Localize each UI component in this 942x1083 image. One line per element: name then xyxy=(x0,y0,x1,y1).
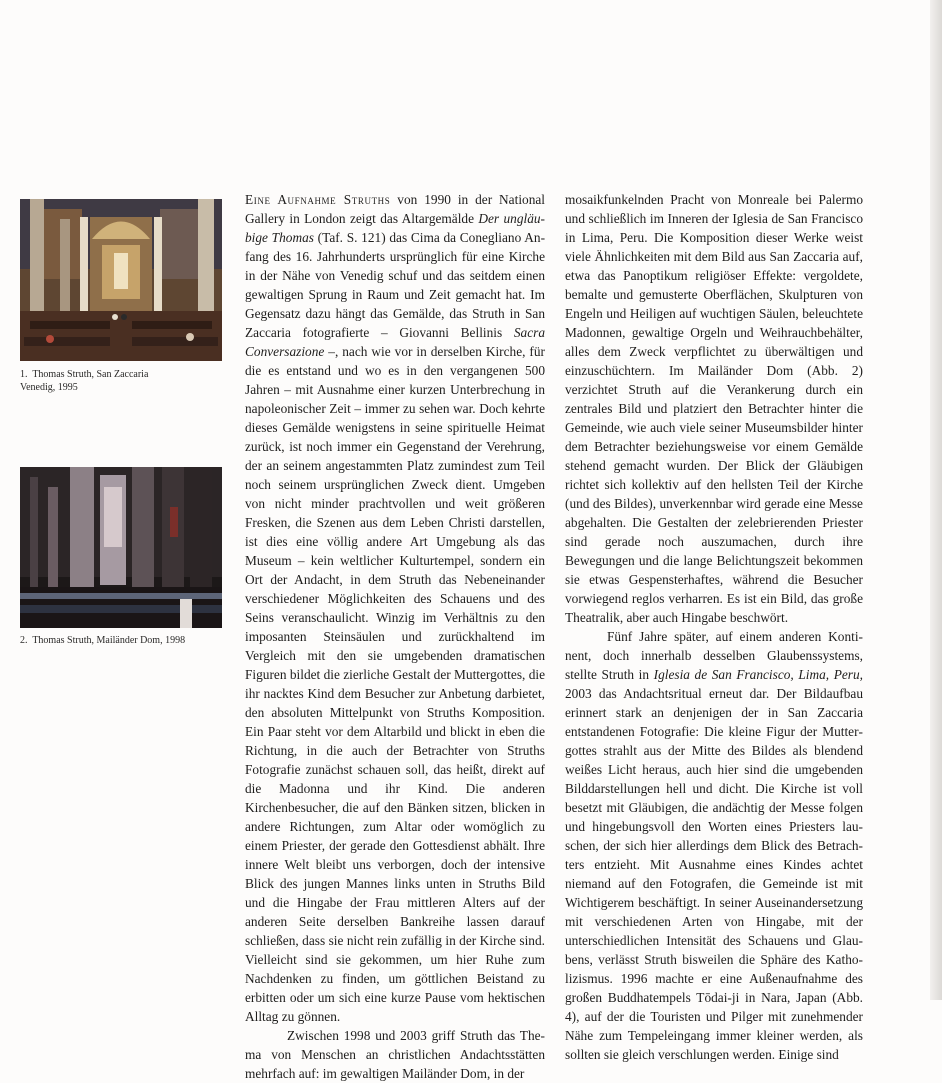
figure-2-caption xyxy=(20,634,230,647)
caption-place-year: Venedig, 1995 xyxy=(20,382,78,393)
paragraph: Eine Aufnahme Struths von 1990 in der National Gallery in London zeigt das Altargemälde Der ungläubige Thomas (Taf. S. 121) das Cima da Conegliano Anfang des 16. Jahrhunderts ursprünglich für eine Kirche in der Nähe von Venedig schuf und das seitdem einen gewaltigen Sprung in Raum und Zeit gemacht hat. Im Gegensatz dazu hängt das Gemälde, das Struth in San Zaccaria fotografierte – Giovanni Bellinis Sacra Conversazione –, nach wie vor in derselben Kirche, für die es entstand und wo es in den vergangenen 500 Jahren – mit Ausnahme einer kurzen Unterbrechung in napoleonischer Zeit – immer zu sehen war. Doch kehrte dieses Gemälde wenigstens in seine spirituelle Heimat zurück, ist noch immer ein Gegenstand der Verehrung, der an seinem angestammten Platz zumindest zum Teil noch seinem ursprünglichen Zweck dient. Umgeben von nicht minder prachtvollen und weit größeren Fresken, die Szenen aus dem Leben Christi darstellen, ist dies eine völlig andere Art Umgebung als das Museum – kein weltlicher Kulturtempel, sondern ein Ort der Andacht, in dem Struth das Nebeneinander verschiedener Möglichkeiten des Schauens und des Seins veranschaulicht. Winzig im Verhältnis zu den imposanten Steinsäulen und zurückhaltend im Vergleich mit den sie umgebenden dramatischen Figuren bildet die zierliche Gestalt der Muttergottes, die ihr nacktes Kind dem Besucher zur Anbetung darbietet, den absoluten Mittelpunkt von Struths Komposition. Ein Paar steht vor dem Altarbild und blickt in eben die Richtung, in die auch der Betrachter von Struths Fotografie zunächst schauen soll, das heißt, direkt auf die Madonna und ihr Kind. Die anderen Kirchenbesucher, die auf den Bänken sitzen, blicken in andere Richtungen, zum Altar oder womöglich zu einem Priester, der gerade den Gottesdienst abhält. Ihre innere Welt bleibt uns verborgen, doch der intensive Blick des jungen Mannes links unten in Struths Bild und die Hingabe der Frau mittleren Alters auf der anderen Seite derselben Bankreihe lassen darauf schließen, dass sie nicht rein zufällig in der Kirche sind. Vielleicht sind sie gekommen, um hier Ruhe zum Nachdenken zu finden, um göttlichen Beistand zu erbitten oder um sich eine kurze Pause vom hektischen Alltag zu gönnen. xyxy=(245,192,546,1024)
text-column-1 xyxy=(245,190,545,1083)
paragraph: Fünf Jahre später, auf einem anderen Kontinent, doch innerhalb desselben Glaubenssystems, stellte Struth in Iglesia de San Francisco, Lima, Peru, 2003 das Andachtsritual erneut dar. Der Bildaufbau erinnert stark an denjenigen der in San Zaccaria entstandenen Fotografie: Die kleine Figur der Muttergottes strahlt aus der Mitte des Bildes als blendend weißes Licht heraus, auch hier sind die umgebenden Bilddarstellungen hell und dicht. Die Kirche ist voll besetzt mit Gläubigen, die andächtig der Messe folgen und hingebungsvoll den Worten eines Priesters lauschen, der sich hier allerdings dem Blick des Betrachters entzieht. Mit Ausnahme eines Kindes achtet niemand auf den Fotografen, die Gemeinde ist mit Wichtigerem beschäftigt. In seiner Auseinandersetzung mit verschiedenen Arten von Hingabe, mit der unterschiedlichen Intensität des Schauens und Glaubens, verlässt Struth bisweilen die Sphäre des Katholizismus. 1996 machte er eine Außenaufnahme des großen Buddhatempels Tōdai-ji in Nara, Japan (Abb. 4), auf der die Touristen und Pilger mit zunehmender Nähe zum Tempeleingang immer kleiner werden, als sollten sie gleich verschlungen werden. Einige sind xyxy=(565,629,863,1062)
caption-title: Thomas Struth, San Zaccaria xyxy=(32,369,149,380)
figure-1-caption xyxy=(20,368,230,394)
text-column-2 xyxy=(565,190,863,1064)
photo-mailaender-dom xyxy=(20,467,222,628)
artwork-title: Sacra Conversazione xyxy=(245,325,545,359)
page-edge-shadow xyxy=(930,0,942,1000)
artwork-title: Der ungläubige Thomas xyxy=(245,211,545,245)
caption-number: 1. xyxy=(20,369,28,380)
paragraph: mosaikfunkelnden Pracht von Monreale bei Palermo und schließlich im Inneren der Iglesia de San Francisco in Lima, Peru. Die Komposition dieser Werke weist viele Ähnlichkeiten mit dem Bild aus San Zaccaria auf, etwa das Panoptikum religiöser Effekte: vergoldete, bemalte und gemusterte Oberflächen, Skulpturen von Engeln und Heiligen auf wuchtigen Säulen, beleuchtete Madonnen, gewaltige Orgeln und Weihrauchbehälter, alles dem Zweck verpflichtet zu überwältigen und einzuschüchtern. Im Mailänder Dom (Abb. 2) verzichtet Struth auf die Verankerung durch ein zentrales Bild und platziert den Betrachter hinter die Gemeinde, wie auch viele seiner Museumsbilder hinter dem Betrachter beziehungsweise vor einem Gemälde stehend gemacht wurden. Der Blick der Gläubigen richtet sich kollektiv auf den hellsten Teil der Kirche (und des Bildes), unverkennbar wird gerade eine Messe abgehalten. Die Gestalten der zelebrierenden Priester sind gerade noch auszumachen, durch ihre Bewegungen und die lange Belichtungszeit bekommen sie etwas Gespensterhaftes, während die Besucher vorwiegend reglos verharren. Es ist ein Bild, das große Theatralik, aber auch Hingabe beschwört. xyxy=(565,192,863,625)
caption-title: Thomas Struth, Mailänder Dom, 1998 xyxy=(32,635,186,646)
photo-san-zaccaria xyxy=(20,199,222,361)
paragraph: Zwischen 1998 und 2003 griff Struth das Thema von Menschen an christlichen Andachtsstätten mehrfach auf: im gewaltigen Mailänder Dom, in der xyxy=(245,1028,545,1081)
lead-in: Eine Aufnahme Struths xyxy=(245,192,391,207)
artwork-title: Iglesia de San Francisco, Lima, Peru, xyxy=(653,667,863,682)
caption-number: 2. xyxy=(20,635,28,646)
